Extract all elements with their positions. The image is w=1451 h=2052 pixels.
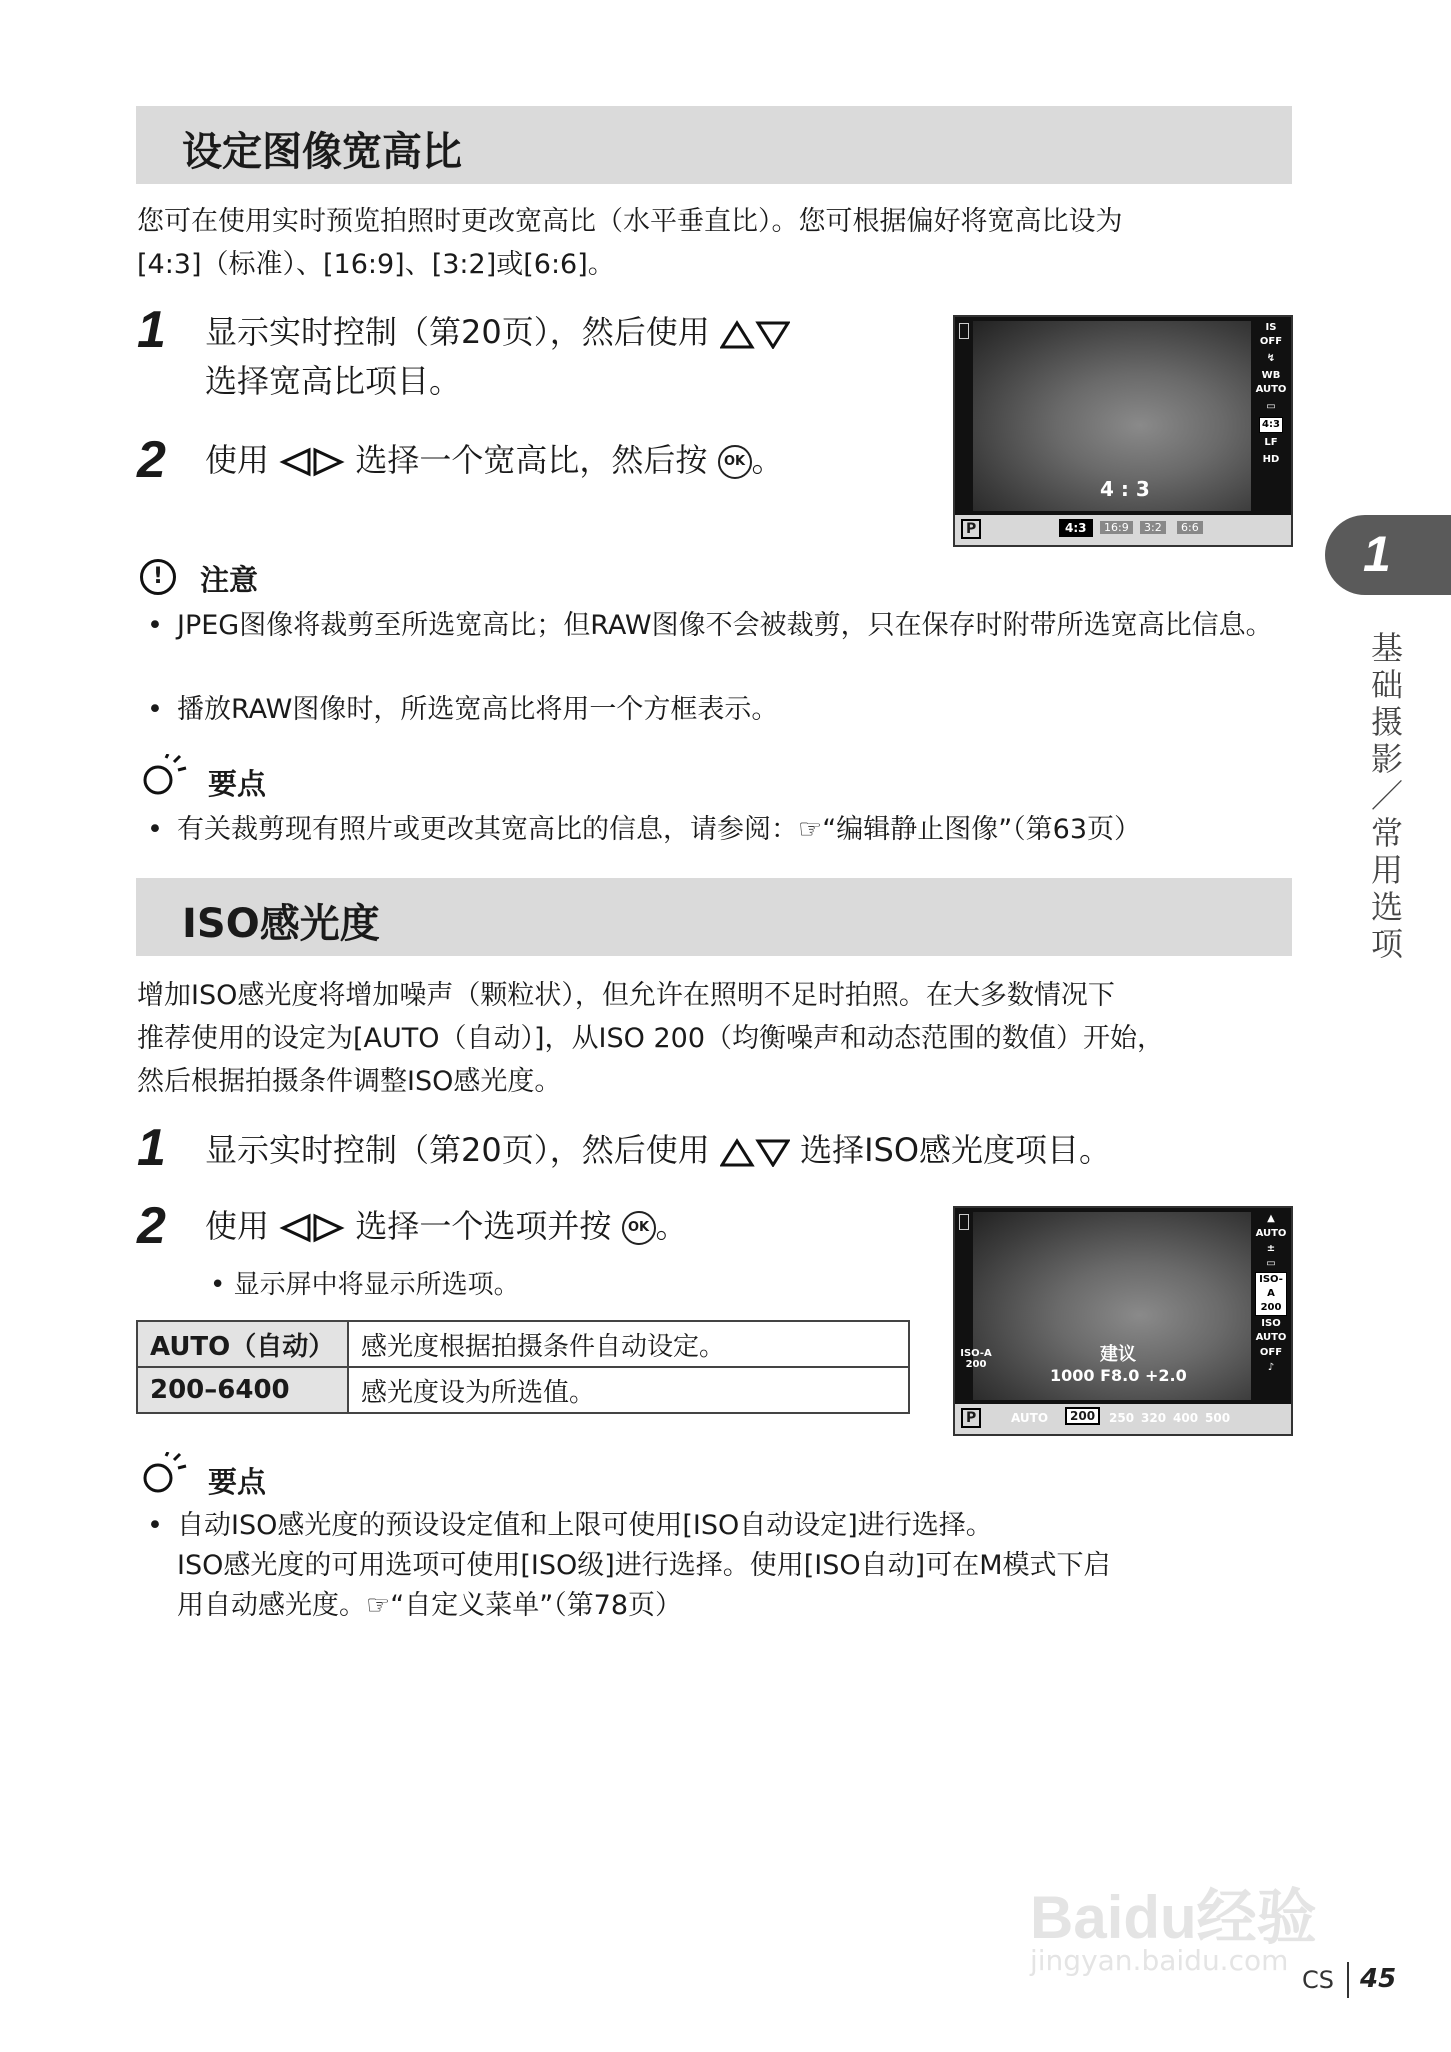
bottom-bar <box>955 515 1291 545</box>
iso-option[interactable]: 250 <box>1109 1411 1135 1425</box>
caution-heading: 注意 <box>200 563 259 597</box>
iso-indicator: ISO-A 200 <box>960 1348 992 1370</box>
step-subnote: • 显示屏中将显示所选项。 <box>210 1270 520 1300</box>
step-text: 使用 选择一个选项并按 OK 。 <box>205 1207 688 1245</box>
step-text: 使用 选择一个宽高比，然后按 OK 。 <box>205 441 784 479</box>
iso-options-table <box>136 1320 910 1414</box>
camera-screen-iso <box>953 1206 1293 1436</box>
camera-screen-aspect <box>953 315 1293 547</box>
left-right-arrows-icon <box>279 447 345 477</box>
watermark-logo: Baidu经验 <box>1030 1884 1317 1951</box>
mode-indicator: P <box>961 1408 981 1428</box>
tips-item: • 自动ISO感光度的预设设定值和上限可使用[ISO自动设定]进行选择。 ISO感光度的可用选项可使用[ISO级]进行选择。使用[ISO自动]可在M模式下启 用自动感光度。☞“自定义菜单”（第78页） <box>147 1510 1111 1621</box>
battery-icon <box>959 323 969 339</box>
battery-icon <box>959 1214 969 1230</box>
ok-button-icon: OK <box>622 1211 656 1245</box>
step-number: 1 <box>137 1119 166 1177</box>
iso-option[interactable]: 500 <box>1205 1411 1231 1425</box>
aspect-option[interactable]: 16:9 <box>1100 521 1133 534</box>
up-down-arrows-icon <box>720 1137 790 1167</box>
table-value: 感光度根据拍摄条件自动设定。 <box>348 1321 909 1367</box>
intro-paragraph: 您可在使用实时预览拍照时更改宽高比（水平垂直比）。您可根据偏好将宽高比设为 [4:3]（标准）、[16:9]、[3:2]或[6:6]。 <box>137 206 1123 280</box>
chapter-title: 基础摄影／常用选项 <box>1370 629 1403 963</box>
section-title: 设定图像宽高比 <box>182 129 462 175</box>
table-row <box>137 1367 909 1413</box>
tips-lightbulb-icon <box>138 754 188 798</box>
iso-option[interactable]: AUTO <box>1011 1411 1049 1425</box>
tips-item: • 有关裁剪现有照片或更改其宽高比的信息，请参阅：☞“编辑静止图像”（第63页） <box>147 814 1142 845</box>
section-header-aspect <box>136 106 1292 184</box>
chapter-tab[interactable]: 1 <box>1325 515 1451 595</box>
table-key: 200–6400 <box>137 1367 348 1413</box>
caution-item: • 播放RAW图像时，所选宽高比将用一个方框表示。 <box>147 694 779 725</box>
page-number: 45 <box>1360 1964 1397 1994</box>
section-header-iso <box>136 878 1292 956</box>
up-down-arrows-icon <box>720 319 790 349</box>
watermark-url: jingyan.baidu.com <box>1030 1944 1289 1977</box>
table-value: 感光度设为所选值。 <box>348 1367 909 1413</box>
tips-heading: 要点 <box>208 1465 267 1499</box>
step-text: 显示实时控制（第20页），然后使用 选择ISO感光度项目。 <box>205 1131 1112 1169</box>
aspect-overlay: 4 : 3 <box>1100 477 1150 501</box>
bottom-bar <box>955 1404 1291 1434</box>
ok-button-icon: OK <box>718 445 752 479</box>
iso-option[interactable]: 320 <box>1141 1411 1167 1425</box>
recommend-overlay: 建议 <box>1100 1344 1136 1365</box>
intro-paragraph: 增加ISO感光度将增加噪声（颗粒状），但允许在照明不足时拍照。在大多数情况下 推荐使用的设定为[AUTO（自动）]，从ISO 200（均衡噪声和动态范围的数值）开始， 然后根据拍摄条件调整ISO感光度。 <box>137 980 1165 1097</box>
aspect-option[interactable]: 6:6 <box>1177 521 1203 534</box>
aspect-option[interactable]: 4:3 <box>1059 519 1093 537</box>
step-text: 显示实时控制（第20页），然后使用 选择宽高比项目。 <box>205 308 790 406</box>
section-title: ISO感光度 <box>182 901 380 947</box>
side-menu: ▲ AUTO ± ▭ ISO-A 200 ISO AUTO OFF ♪ <box>1255 1213 1287 1373</box>
step-number: 2 <box>137 431 166 489</box>
iso-option[interactable]: 400 <box>1173 1411 1199 1425</box>
mode-indicator: P <box>961 519 981 539</box>
footer-divider <box>1347 1962 1349 1998</box>
tips-heading: 要点 <box>208 767 267 801</box>
exposure-readout: 1000 F8.0 +2.0 <box>1050 1366 1187 1385</box>
table-row <box>137 1321 909 1367</box>
caution-item: • JPEG图像将裁剪至所选宽高比；但RAW图像不会被裁剪，只在保存时附带所选宽高比信息。 <box>147 610 1273 641</box>
step-number: 2 <box>137 1197 166 1255</box>
iso-option[interactable]: 200 <box>1065 1407 1100 1425</box>
footer-lang: CS <box>1302 1966 1334 1994</box>
aspect-option[interactable]: 3:2 <box>1140 521 1166 534</box>
caution-icon: ! <box>140 559 176 595</box>
tips-lightbulb-icon <box>138 1452 188 1496</box>
left-right-arrows-icon <box>279 1213 345 1243</box>
table-key: AUTO（自动） <box>137 1321 348 1367</box>
step-number: 1 <box>137 301 166 359</box>
side-menu: IS OFF ↯ WB AUTO ▭ 4:3 LF HD <box>1255 322 1287 465</box>
